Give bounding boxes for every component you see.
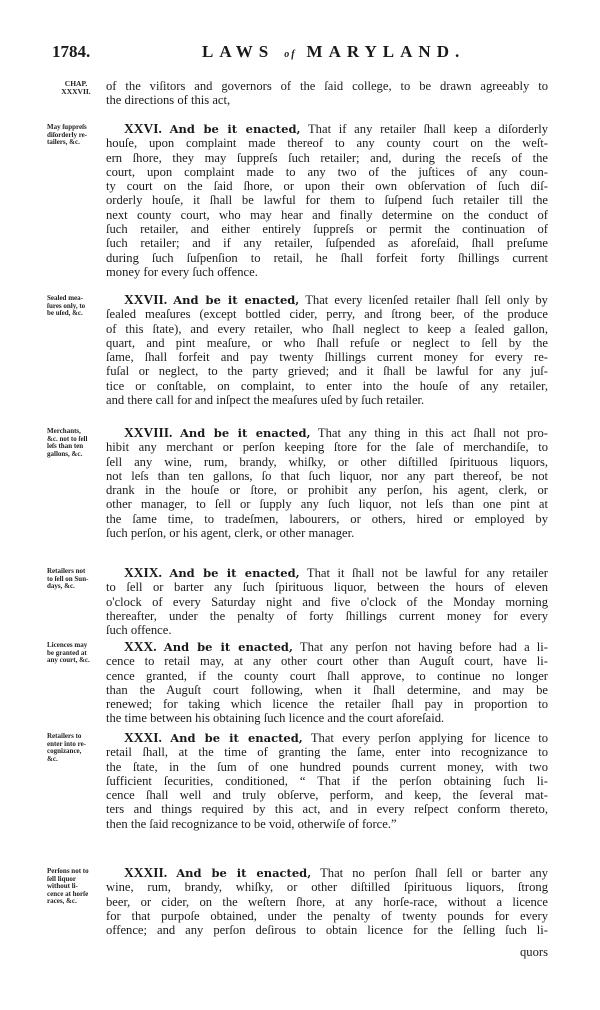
text-line: and there call for and inſpect the meaſures uſed by ſuch retailer.: [106, 393, 425, 408]
margin-note: [47, 733, 105, 763]
margin-note-line: cence at horſe: [47, 889, 89, 898]
margin-note-line: ſell liquor: [47, 874, 76, 883]
first-line: [106, 566, 548, 580]
text-line: ſell any wine, rum, brandy, whiſky, or other diſtilled ſpirituous liquors,: [106, 454, 548, 469]
text-line: quart, and pint meaſure, or who ſhall refuſe or neglect to ſell by the: [106, 335, 548, 350]
margin-note: [47, 568, 105, 591]
section-paragraph: [106, 640, 548, 726]
text-line: ſuch perſon, or his agent, clerk, or other manager.: [106, 526, 355, 541]
text-line: cence to retail may, at any other court other than Auguſt court, have li-: [106, 654, 548, 669]
text-line: orderly houſe, it ſhall be lawful for them to ſuſpend ſuch retailer till the: [106, 193, 548, 208]
section-number: XXVI.: [124, 121, 162, 136]
margin-note-line: Perſons not to: [47, 867, 89, 875]
first-line-text: That no perſon ſhall ſell or barter any: [320, 866, 548, 880]
margin-note-line: &c.: [47, 754, 58, 763]
margin-note-line: enter into re-: [47, 739, 87, 748]
text-line: ſealed meaſures (except bottled cider, perry, and ſtrong beer, of the produce: [106, 307, 548, 322]
section-number: XXXI.: [124, 730, 162, 745]
section-paragraph: [106, 293, 548, 407]
text-line: for that purpoſe obtained, under the penalty of twenty pounds for every: [106, 908, 548, 923]
margin-note-line: any court, &c.: [47, 656, 90, 665]
page-year: 1784.: [52, 42, 91, 61]
margin-note-line: gallons, &c.: [47, 449, 83, 458]
text-line: ſame, ſhall forfeit and pay twenty ſhillings current money for every re-: [106, 350, 548, 365]
margin-note-line: &c. not to ſell: [47, 434, 88, 443]
text-line: then the ſaid recognizance to be void, otherwiſe of force.”: [106, 816, 397, 831]
first-line-text: That every licenſed retailer ſhall ſell only by: [305, 293, 548, 307]
text-line: money for every ſuch offence.: [106, 264, 258, 279]
first-line: [106, 293, 548, 307]
section-paragraph: [106, 79, 548, 108]
text-line: hibit any merchant or perſon keeping ſtore for the ſale of merchandiſe, to: [106, 440, 548, 455]
text-line: wine, rum, brandy, whiſky, or other diſtilled ſpirituous liquors, ſtrong: [106, 880, 548, 895]
text-line: during ſuch ſuſpenſion to retail, he ſhall forfeit forty ſhillings current: [106, 250, 548, 265]
text-line: ſuch retailer; and if any retailer, ſuſpended as aforeſaid, ſhall preſume: [106, 236, 548, 251]
text-line: houſe, upon complaint made thereof to any county court on the weſt-: [106, 136, 548, 151]
text-line: ern ſhore, they may ſuppreſs ſuch retailer; and, during the receſs of the: [106, 150, 548, 165]
text-line: renewed; for taking which licence the retailer ſhall pay in proportion to: [106, 697, 548, 712]
first-line-text: That any perſon not having before had a li-: [299, 640, 548, 654]
running-header: [52, 42, 548, 62]
enacting-clause: And be it enacted,: [169, 566, 300, 580]
text-line: offence; and any perſon deſirous to obtain licence for the ſelling ſuch li-: [106, 923, 548, 938]
text-line: cence granted, if the county court ſhall approve, to continue no longer: [106, 668, 548, 683]
section-number: XXXII.: [124, 865, 168, 880]
margin-note: [47, 868, 105, 906]
first-line: [106, 426, 548, 440]
text-line: o'clock of every Saturday night and five o'clock of the Monday morning: [106, 594, 548, 609]
text-line: the ſtate, in the ſum of one hundred pounds current money, with two: [106, 759, 548, 774]
first-line-text: That it ſhall not be lawful for any retailer: [306, 566, 549, 580]
enacting-clause: And be it enacted,: [173, 293, 300, 307]
first-line: [106, 731, 548, 745]
section-paragraph: [106, 731, 548, 831]
margin-note-line: cognizance,: [47, 747, 82, 756]
margin-note-line: without li-: [47, 882, 78, 891]
section-number: XXX.: [124, 639, 157, 654]
first-line: [106, 122, 548, 136]
enacting-clause: And be it enacted,: [170, 731, 303, 745]
title-maryland: MARYLAND.: [306, 42, 466, 61]
title-laws: LAWS: [202, 42, 275, 61]
margin-note: [47, 642, 105, 665]
margin-note-line: to ſell on Sun-: [47, 574, 89, 583]
text-line: drank in the houſe or ſtore, or prohibit any perſon, his agent, clerk, or: [106, 483, 548, 498]
text-line: fuſal or neglect, to the party grieved; and it ſhall be lawful for any juſ-: [106, 364, 548, 379]
section-number: XXVIII.: [124, 425, 173, 440]
chapter-number: XXXVII.: [61, 87, 91, 96]
catchword: quors: [520, 945, 548, 960]
section-paragraph: [106, 566, 548, 637]
text-line: ſufficient ſecurities, conditioned, “ That if the perſon obtaining ſuch li-: [106, 773, 548, 788]
margin-note-line: be granted at: [47, 648, 87, 657]
margin-note: [47, 295, 105, 318]
first-line-text: That every perſon applying for licence to: [310, 731, 548, 745]
enacting-clause: And be it enacted,: [176, 866, 312, 880]
text-line: court, upon complaint made to any two of the juſtices of any coun-: [106, 164, 548, 179]
title-of: of: [284, 49, 297, 60]
margin-note-line: Licences may: [47, 641, 88, 649]
text-line: to ſell or barter any ſuch ſpirituous liquor, between the hours of eleven: [106, 580, 548, 595]
text-line: ters and things required by this act, and in every reſpect conform thereto,: [106, 802, 548, 817]
margin-note-line: days, &c.: [47, 582, 75, 591]
margin-note-line: races, &c.: [47, 897, 77, 906]
enacting-clause: And be it enacted,: [163, 640, 293, 654]
margin-note-line: diſorderly re-: [47, 130, 88, 139]
margin-note-line: tailers, &c.: [47, 138, 80, 147]
text-line: the time between his obtaining ſuch licence and the court aforeſaid.: [106, 711, 445, 726]
first-line-text: That any thing in this act ſhall not pro-: [317, 426, 549, 440]
text-line: of the viſitors and governors of the ſaid college, to be drawn agreeably to: [106, 79, 548, 93]
text-line: not leſs than ten gallons, ſo that ſuch liquor, nor any part thereof, be not: [106, 468, 548, 483]
first-line-text: That if any retailer ſhall keep a diſorderly: [307, 122, 548, 136]
section-paragraph: [106, 426, 548, 540]
margin-note-line: Merchants,: [47, 427, 81, 435]
chapter-note: [47, 80, 105, 96]
text-line: of this ſtate), and every retailer, who ſhall neglect to keep a ſealed gallon,: [106, 321, 548, 336]
margin-note-line: leſs than ten: [47, 442, 84, 451]
margin-note-line: Retailers to: [47, 732, 82, 740]
margin-note-line: ſures only, to: [47, 301, 86, 310]
enacting-clause: And be it enacted,: [180, 426, 311, 440]
text-line: thereafter, under the penalty of forty ſhillings current money for every: [106, 608, 548, 623]
first-line: [106, 866, 548, 880]
first-line: [106, 640, 548, 654]
section-paragraph: [106, 866, 548, 960]
text-line: tice or conſtable, on complaint, to enter into the houſe of any retailer,: [106, 378, 548, 393]
text-line: other manager, to ſell or ſupply any ſuch liquor, not leſs than one pint at: [106, 497, 548, 512]
text-line: beer, or cider, on the weſtern ſhore, at any horſe-race, without a licence: [106, 894, 548, 909]
margin-note-line: be uſed, &c.: [47, 309, 83, 318]
text-line: ſuch offence.: [106, 623, 172, 638]
text-line: next county court, who may hear and finally determine on the conduct of: [106, 207, 548, 222]
text-line: the ſame time, to tradeſmen, labourers, or others, hired or employed by: [106, 511, 548, 526]
text-line: than the Auguſt court following, when it ſhall determine, and may be: [106, 682, 548, 697]
section-number: XXVII.: [124, 292, 168, 307]
section-paragraph: [106, 122, 548, 279]
margin-note: [47, 124, 105, 147]
text-line: cence ſhall well and truly obſerve, perform, and keep, the ſeveral mat-: [106, 788, 548, 803]
enacting-clause: And be it enacted,: [169, 122, 301, 136]
margin-note-line: Sealed mea-: [47, 294, 83, 302]
section-number: XXIX.: [124, 565, 162, 580]
text-line: retail ſhall, at the time of granting the ſame, enter into recognizance to: [106, 745, 548, 760]
margin-note-line: May ſuppreſs: [47, 123, 87, 131]
text-line: the directions of this act,: [106, 93, 231, 108]
margin-note: [47, 428, 105, 458]
page-title: [202, 42, 465, 62]
text-line: ty court on the ſaid ſhore, or upon their own obſervation of ſuch diſ-: [106, 179, 548, 194]
text-line: ſuch retailer, and either entirely ſuppreſs or permit the continuation of: [106, 222, 548, 237]
chapter-label: CHAP.: [64, 79, 88, 88]
margin-note-line: Retailers not: [47, 567, 86, 575]
